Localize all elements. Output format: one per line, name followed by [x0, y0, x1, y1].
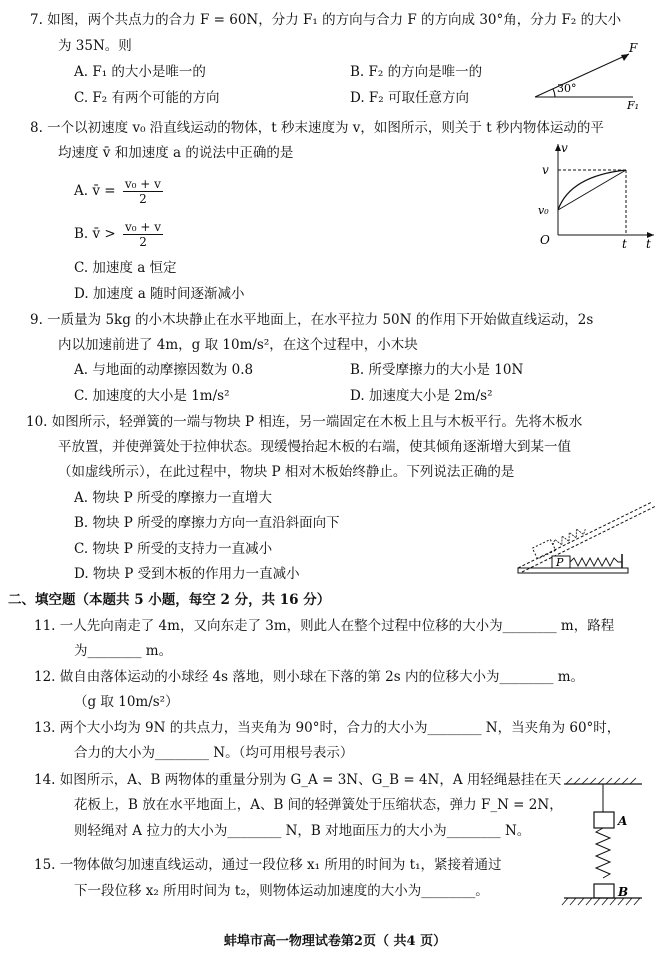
- q14-line3: 则轻绳对 A 拉力的大小为________ N，B 对地面压力的大小为________ N。: [74, 823, 531, 839]
- block-a: [594, 812, 614, 828]
- q13-line2: 合力的大小为________ N。（均可用根号表示）: [74, 745, 354, 761]
- fig-angle-label: 30°: [557, 82, 577, 95]
- block-b-label: B: [618, 885, 629, 899]
- section-2-title: 二、填空题（本题共 5 小题，每空 2 分，共 16 分）: [8, 592, 331, 608]
- q11-line1: 11. 一人先向南走了 4m，又向东走了 3m，则此人在整个过程中位移的大小为________ m，路程: [34, 618, 615, 634]
- q7-stem-line1: 7. 如图，两个共点力的合力 F = 60N，分力 F₁ 的方向与合力 F 的方向成 30°角，分力 F₂ 的大小: [30, 12, 622, 28]
- q8-option-b-fraction: [123, 220, 163, 249]
- q14-line1: 14. 如图所示，A、B 两物体的重量分别为 G_A = 3N、G_B = 4N，A 用轻绳悬挂在天: [34, 772, 562, 788]
- q7-option-b: B. F₂ 的方向是唯一的: [350, 64, 483, 80]
- q14-line2: 花板上，B 放在水平地面上，A、B 间的轻弹簧处于压缩状态，弹力 F_N = 2N，: [74, 797, 563, 813]
- q14-spring-figure: [558, 776, 648, 908]
- frac-num: v₀ + v: [125, 220, 162, 234]
- frac-den: 2: [139, 235, 147, 249]
- q12-line1: 12. 做自由落体运动的小球经 4s 落地，则小球在下落的第 2s 内的位移大小为________ m。: [34, 669, 585, 685]
- q10-stem-line1: 10. 如图所示，轻弹簧的一端与物块 P 相连，另一端固定在木板上且与木板平行。先将木板水: [26, 414, 583, 430]
- q7-option-c: C. F₂ 有两个可能的方向: [74, 90, 220, 106]
- q15-line1: 15. 一物体做匀加速直线运动，通过一段位移 x₁ 所用的时间为 t₁，紧接着通过: [34, 857, 502, 873]
- q9-stem-line2: 内以加速前进了 4m，g 取 10m/s²，在这个过程中，小木块: [58, 337, 418, 353]
- block-p-label: P: [556, 556, 564, 569]
- q7-option-a: A. F₁ 的大小是唯一的: [74, 64, 206, 80]
- q13-line1: 13. 两个大小均为 9N 的共点力，当夹角为 90°时，合力的大小为________ N，当夹角为 60°时，: [34, 720, 621, 736]
- q10-option-b: B. 物块 P 所受的摩擦力方向一直沿斜面向下: [74, 515, 340, 531]
- q8-option-d: D. 加速度 a 随时间逐渐减小: [74, 286, 245, 302]
- block-b: [594, 884, 614, 898]
- q9-option-d: D. 加速度大小是 2m/s²: [350, 388, 493, 404]
- q8-stem-line2: 均速度 v̄ 和加速度 a 的说法中正确的是: [58, 145, 294, 161]
- q15-line2: 下一段位移 x₂ 所用时间为 t₂，则物体运动加速度的大小为________。: [74, 883, 489, 899]
- q8-option-a-fraction: [123, 177, 163, 206]
- q11-line2: 为________ m。: [74, 643, 173, 659]
- v-label: v: [542, 163, 549, 177]
- q8-option-c: C. 加速度 a 恒定: [74, 260, 177, 276]
- q8-vt-graph: [530, 140, 660, 250]
- frac-den: 2: [139, 192, 147, 206]
- q7-force-figure: [525, 42, 645, 112]
- q8-option-b: [74, 216, 166, 252]
- q10-stem-line2: 平放置，并使弹簧处于拉伸状态。现缓慢抬起木板的右端，使其倾角逐渐增大到某一值: [58, 439, 571, 455]
- t-label: t: [622, 237, 627, 250]
- q8-option-b-prefix: B. v̄ >: [74, 226, 116, 242]
- origin-label: O: [540, 233, 550, 247]
- t-axis-label: t: [646, 237, 651, 250]
- q10-option-a: A. 物块 P 所受的摩擦力一直增大: [74, 490, 272, 506]
- q12-line2: （g 取 10m/s²）: [74, 694, 179, 710]
- q9-option-a: A. 与地面的动摩擦因数为 0.8: [74, 362, 254, 378]
- spring: [596, 828, 610, 878]
- frac-num: v₀ + v: [124, 177, 161, 191]
- f-arrow: [535, 54, 629, 97]
- q8-option-a-prefix: A. v̄ =: [74, 183, 116, 199]
- v-axis-label: v: [561, 141, 568, 155]
- q8-option-a: [74, 173, 166, 209]
- q8-stem-line1: 8. 一个以初速度 v₀ 沿直线运动的物体，t 秒末速度为 v，如图所示，则关于 t 秒内物体运动的平: [30, 120, 604, 136]
- fig-f1-label: F₁: [627, 99, 640, 112]
- q9-option-b: B. 所受摩擦力的大小是 10N: [350, 362, 524, 378]
- fig-f-label: F: [629, 42, 638, 55]
- q10-option-c: C. 物块 P 所受的支持力一直减小: [74, 541, 273, 557]
- q9-option-c: C. 加速度的大小是 1m/s²: [74, 388, 230, 404]
- spring: [570, 558, 622, 566]
- block-a-label: A: [618, 814, 628, 828]
- q7-stem-line2: 为 35N。则: [58, 38, 132, 54]
- q10-option-d: D. 物块 P 受到木板的作用力一直减小: [74, 566, 300, 582]
- q7-option-d: D. F₂ 可取任意方向: [350, 90, 469, 106]
- q10-stem-line3: （如虚线所示），在此过程中，物块 P 相对木板始终静止。下列说法正确的是: [58, 464, 515, 480]
- q10-incline-figure: [512, 488, 662, 578]
- v0-label: v₀: [538, 204, 549, 217]
- q9-stem-line1: 9. 一质量为 5kg 的小木块静止在水平地面上，在水平拉力 50N 的作用下开始做直线运动，2s: [30, 312, 594, 328]
- page-footer: 蚌埠市高一物理试卷第2页（ 共4 页）: [223, 934, 447, 949]
